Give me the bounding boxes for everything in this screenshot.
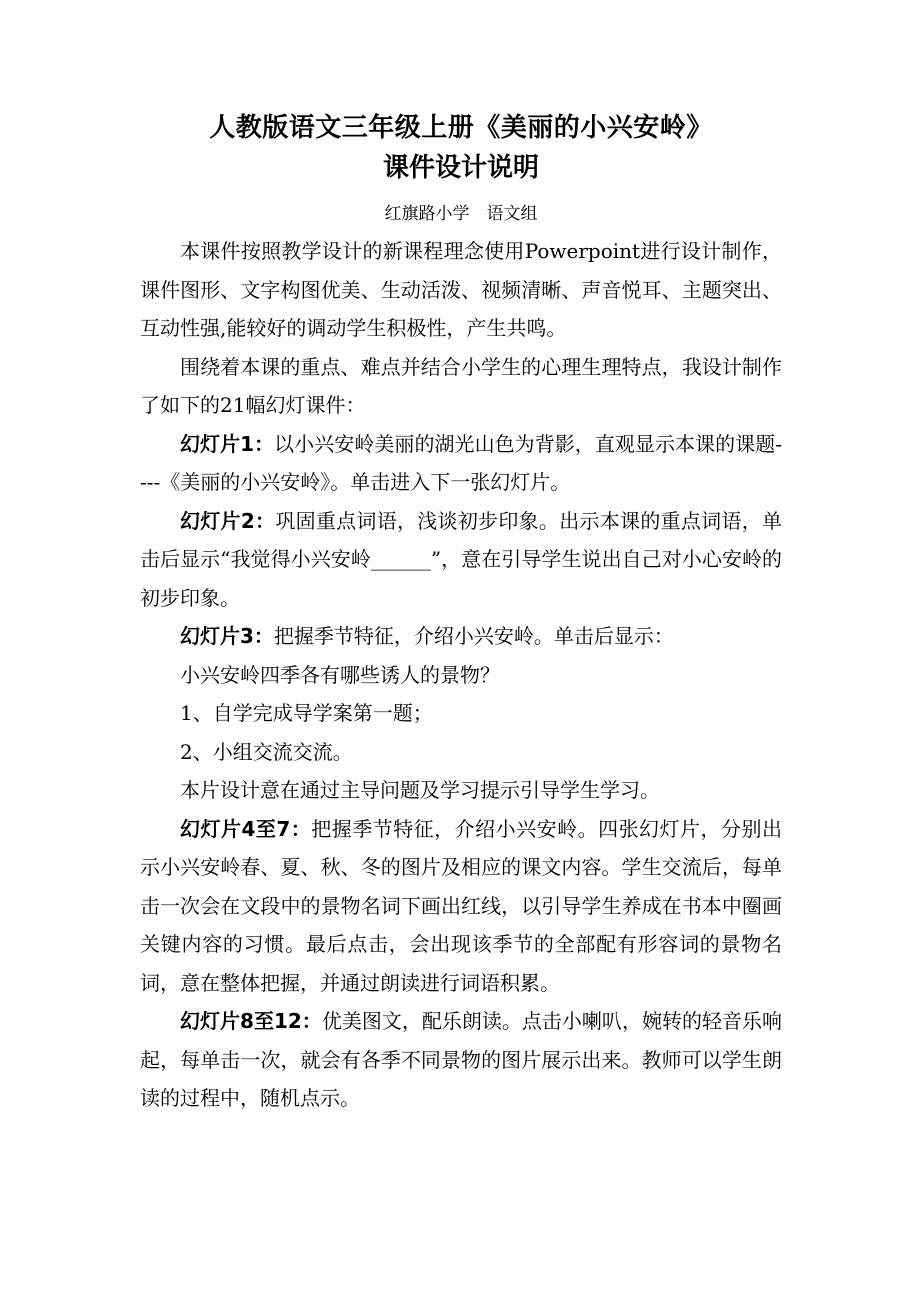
document-author: 红旗路小学 语文组 [384,204,538,224]
paragraph-text: 把握季节特征，介绍小兴安岭。四张幻灯片，分别出示小兴安岭春、夏、秋、冬的图片及相应的课文内容。学生交流后，每单击一次会在文段中的景物名词下画出红线，以引导学生养成在书本中圈画关键内容的习惯。最后点击，会出现该季节的全部配有形容词的景物名词，意在整体把握，并通过朗读进行词语积累。 [140,816,782,995]
paragraph-text: 2、小组交流交流。 [180,739,353,764]
paragraph-lead: 幻灯片3： [180,624,274,648]
paragraph-lead: 幻灯片8至12： [180,1009,322,1033]
paragraph-intro [140,232,782,348]
paragraph-text: 小兴安岭四季各有哪些诱人的景物？ [180,662,500,687]
paragraph-lead: 幻灯片4至7： [180,816,312,841]
paragraph-list-item-2 [140,733,782,772]
paragraph-slides-4-7 [140,810,782,1003]
paragraph-slide-1 [140,425,782,502]
paragraph-overview [140,348,782,425]
paragraph-text: 把握季节特征，介绍小兴安岭。单击后显示： [273,624,674,648]
document-subtitle: 课件设计说明 [382,153,539,183]
paragraph-slides-8-12 [140,1002,782,1118]
paragraph-text: 本片设计意在通过主导问题及学习提示引导学生学习。 [180,778,660,802]
paragraph-lead: 幻灯片2： [180,508,276,533]
paragraph-design-note [140,771,782,810]
paragraph-text: 以小兴安岭美丽的湖光山色为背影，直观显示本课的课题----《美丽的小兴安岭》。单击进入下一张幻灯片。 [140,431,782,494]
paragraph-text: 1、自学完成导学案第一题； [180,701,433,725]
paragraph-text: 巩固重点词语，浅谈初步印象。出示本课的重点词语，单击后显示“我觉得小兴安岭______”，意在引导学生说出自己对小心安岭的初步印象。 [140,508,782,610]
paragraph-slide-2 [140,502,782,618]
paragraph-lead: 幻灯片1： [180,431,275,456]
paragraph-text: 围绕着本课的重点、难点并结合小学生的心理生理特点，我设计制作了如下的21幅幻灯课件： [140,354,782,417]
paragraph-list-item-1 [140,694,782,733]
paragraph-text: 优美图文，配乐朗读。点击小喇叭，婉转的轻音乐响起，每单击一次，就会有各季不同景物的图片展示出来。教师可以学生朗读的过程中，随机点示。 [140,1009,783,1110]
paragraph-slide-3 [140,617,782,656]
paragraph-question [140,656,782,695]
document-title: 人教版语文三年级上册《美丽的小兴安岭》 [209,113,713,143]
paragraph-text: 本课件按照教学设计的新课程理念使用Powerpoint进行设计制作，课件图形、文字构图优美、生动活泼、视频清晰、声音悦耳、主题突出、互动性强,能较好的调动学生积极性，产生共鸣。 [140,239,782,340]
document-page [140,108,782,1118]
